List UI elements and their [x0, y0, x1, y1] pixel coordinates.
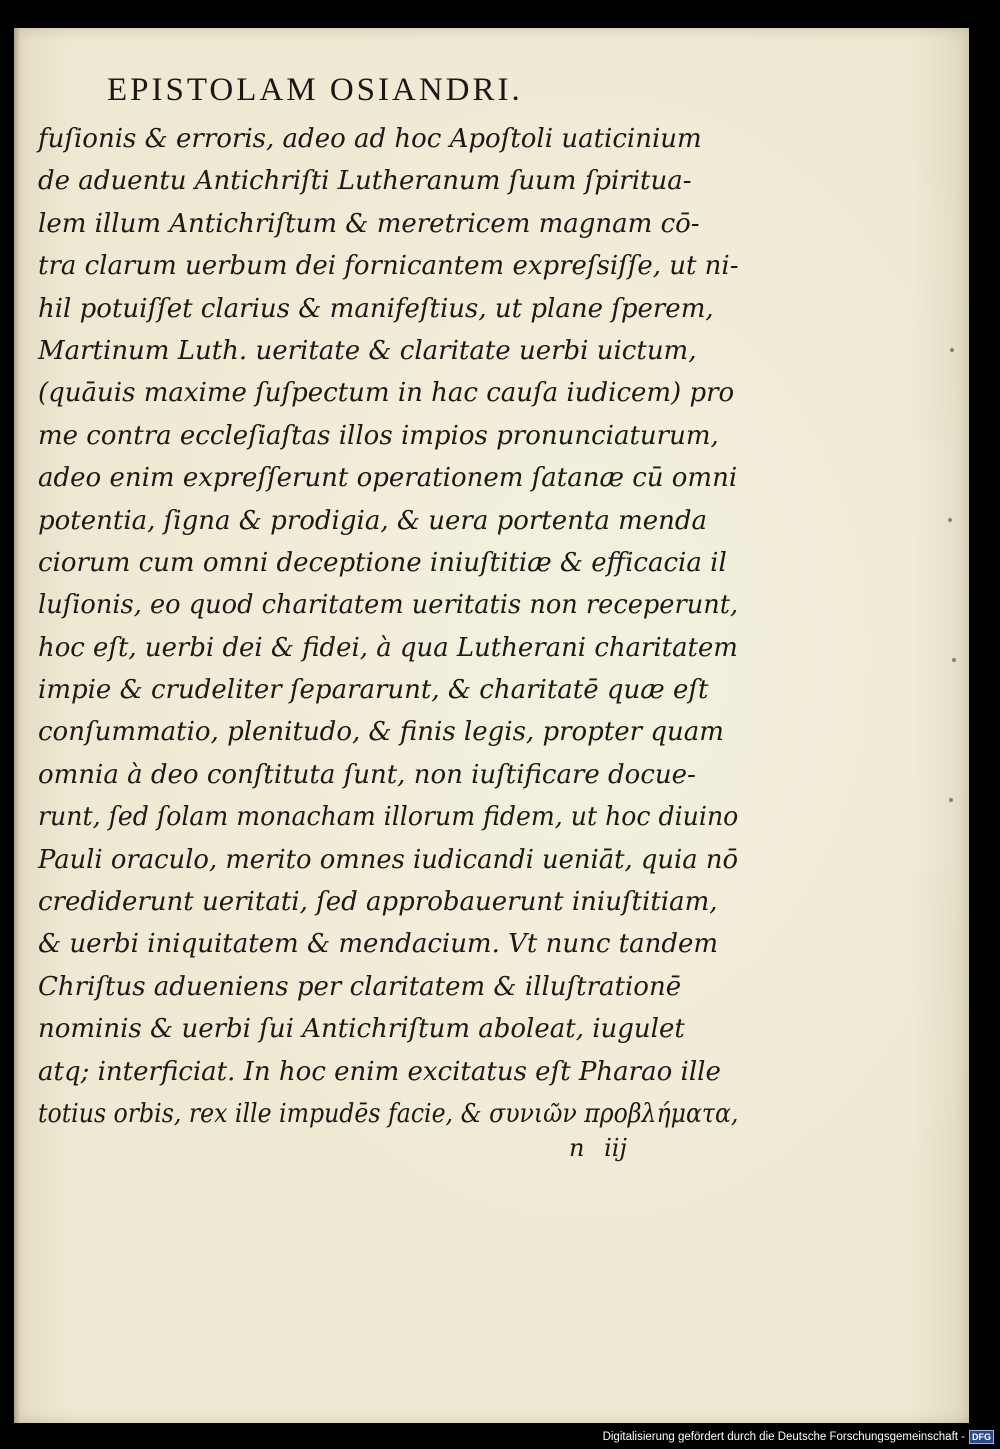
text-line: hil potuiſſet clarius & manifeſtius, ut plane ſperem, — [38, 293, 714, 324]
text-line: (quāuis maxime ſuſpectum in hac cauſa iudicem) pro — [38, 378, 735, 409]
text-line: impie & crudeliter ſepararunt, & charitatē quæ eſt — [38, 675, 709, 706]
text-line: ciorum cum omni deceptione iniuſtitiæ & efficacia il — [38, 547, 727, 578]
margin-dots — [944, 328, 964, 848]
text-line: omnia à deo conſtituta ſunt, non iuſtificare docue- — [38, 759, 696, 790]
text-line: nominis & uerbi ſui Antichriſtum aboleat, iugulet — [38, 1014, 685, 1045]
text-line: & uerbi iniquitatem & mendacium. Vt nunc tandem — [38, 929, 719, 960]
dfg-logo-icon: DFG — [969, 1430, 994, 1444]
text-line: atq; interficiat. In hoc enim excitatus eſt Pharao ille — [38, 1056, 721, 1087]
text-line: Chriſtus adueniens per claritatem & illuſtrationē — [38, 971, 682, 1002]
page-gutter-shadow — [14, 28, 20, 1423]
text-line: me contra eccleſiaſtas illos impios pronunciaturum, — [38, 420, 719, 451]
text-line: fuſionis & erroris, adeo ad hoc Apoſtoli uaticinium — [38, 124, 702, 154]
text-line: Pauli oraculo, merito omnes iudicandi ueniāt, quia nō — [38, 844, 739, 875]
text-line: tra clarum uerbum dei fornicantem expreſsiſſe, ut ni- — [38, 251, 739, 282]
text-line: potentia, ſigna & prodigia, & uera portenta menda — [38, 505, 708, 536]
footer-credit-text: Digitalisierung gefördert durch die Deutsche Forschungsgemeinschaft - — [602, 1431, 965, 1443]
running-header: EPISTOLAM OSIANDRI. — [107, 72, 523, 108]
text-line: runt, ſed ſolam monacham illorum fidem, ut hoc diuino — [38, 802, 739, 833]
text-line: hoc eſt, uerbi dei & fidei, à qua Lutherani charitatem — [38, 632, 738, 663]
text-line: lem illum Antichriſtum & meretricem magnam cō- — [38, 208, 700, 239]
text-line: luſionis, eo quod charitatem ueritatis non receperunt, — [38, 590, 739, 621]
signature-mark: n iij — [569, 1134, 627, 1162]
text-line: conſummatio, plenitudo, & finis legis, propter quam — [38, 717, 724, 748]
text-line: totius orbis, rex ille impudēs facie, & συνιῶν προβλήματα, — [38, 1098, 739, 1129]
text-line: de aduentu Antichriſti Lutheranum ſuum ſpiritua- — [38, 166, 692, 197]
body-text — [38, 118, 738, 1135]
text-line: adeo enim expreſſerunt operationem ſatanæ cū omni — [38, 463, 738, 494]
text-line: crediderunt ueritati, ſed approbauerunt iniuſtitiam, — [38, 887, 718, 918]
digitization-footer — [603, 1427, 994, 1447]
book-page — [14, 28, 969, 1423]
text-line: Martinum Luth. ueritate & claritate uerbi uictum, — [38, 335, 697, 366]
